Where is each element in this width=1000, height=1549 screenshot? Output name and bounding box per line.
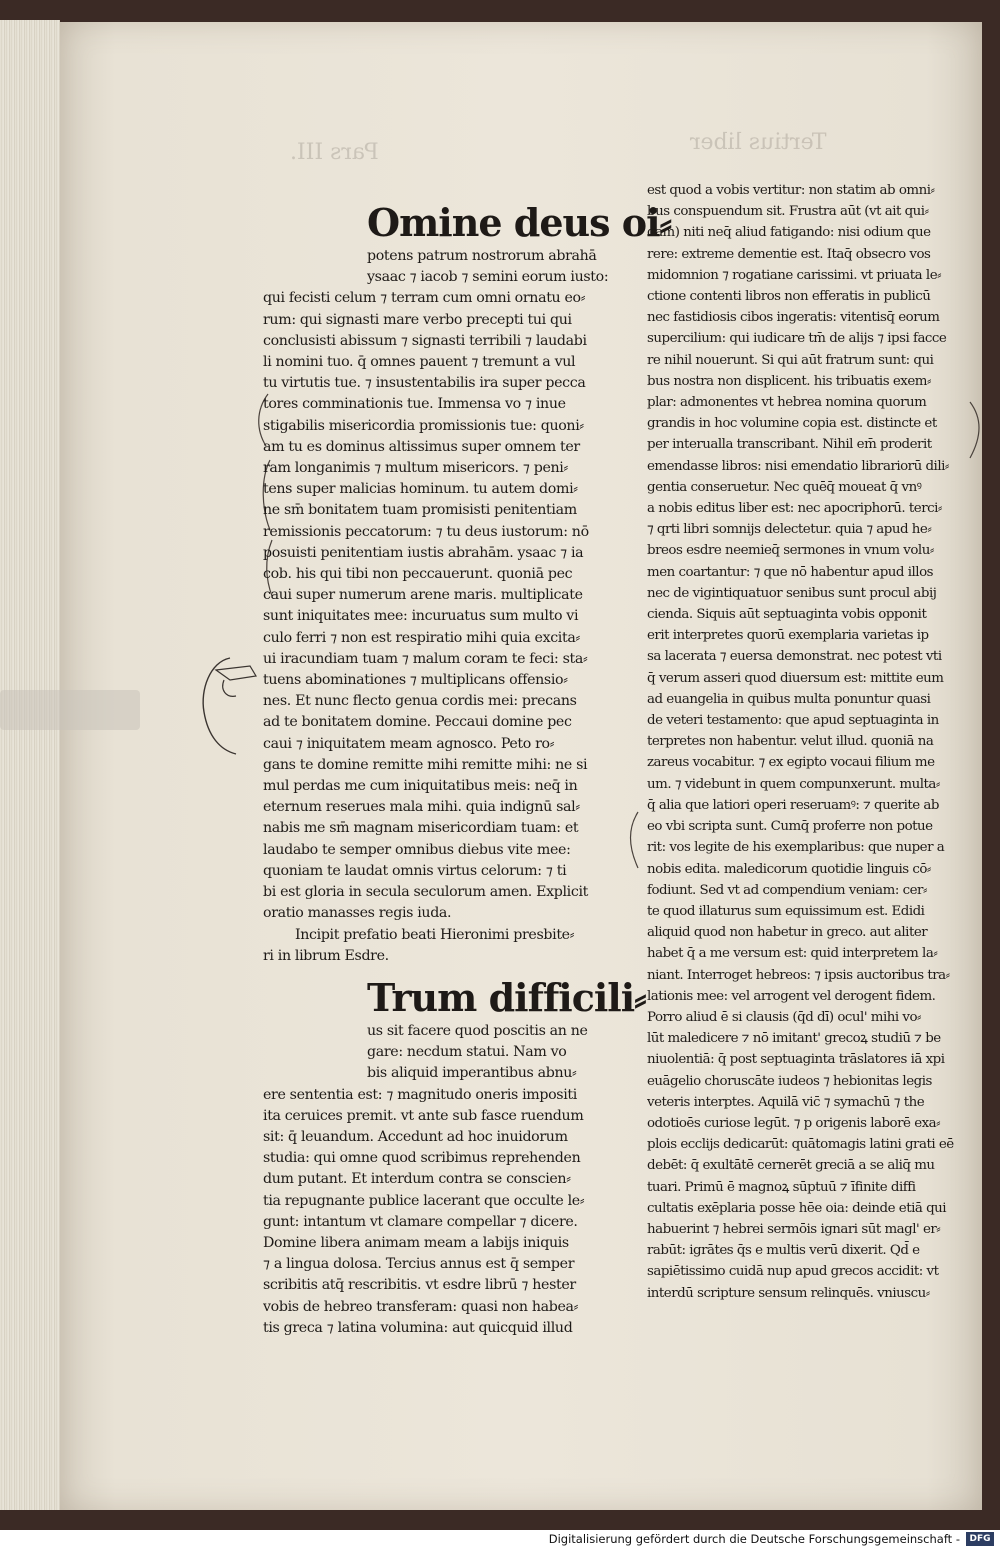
text-line: veteris interptes. Aquilā vic̄ ⁊ symachū ⁊ the [647,1094,925,1110]
text-line: supercilium: qui iudicare tm̄ de alijs ⁊ ipsi facce [647,331,947,347]
text-line: q̄ alia que latiori operi reseruamꝰ: ⁊ querite ab [647,797,939,813]
text-line: sit: q̄ leuandum. Accedunt ad hoc inuidorum [263,1128,568,1145]
text-line: mul perdas me cum iniquitatibus meis: neq̄ in [263,778,578,795]
text-line: cienda. Siquis aūt septuaginta vobis opponit [647,607,927,623]
text-line: conclusisti abissum ⁊ signasti terribili ⁊ laudabi [263,332,587,349]
text-line: terpretes non habentur. velut illud. quoniā na [647,734,934,750]
text-line: Domine libera animam meam a labijs iniquis [263,1234,569,1251]
text-line: cultatis exēplaria posse hēe oia: deinde etiā qui [647,1200,947,1216]
bracket-mark-right [964,400,988,460]
text-line: ere sententia est: ⁊ magnitudo oneris impositi [263,1086,577,1103]
header-bleed-left: Pars III. [290,140,379,165]
left-lines-2 [263,1021,625,1339]
text-line: bi est gloria in secula seculorum amen. Explicit [263,884,589,901]
text-line: tores comminationis tue. Immensa vo ⁊ inue [263,396,566,413]
header-bleed-right: Tertius liber [690,130,827,155]
text-line: nec de vigintiquatuor senibus sunt procul abij [647,585,937,601]
text-line: odotioēs curiose legūt. ⁊ p origenis laborē exa⸗ [647,1115,941,1131]
text-line: per interualla transcribant. Nihil em̄ proderit [647,437,932,453]
text-line: ui iracundiam tuam ⁊ malum coram te feci: sta⸗ [263,650,588,667]
text-line: qui fecisti celum ⁊ terram cum omni ornatu eo⸗ [263,290,586,307]
text-line: plois ecclijs dedicarūt: quātomagis latini grati eē [647,1137,954,1153]
text-line: nobis edita. maledicorum quotidie linguis cō⸗ [647,861,931,877]
text-line: interdū scripture sensum relinquēs. vniuscu⸗ [647,1285,930,1301]
text-line: tia repugnante publice lacerant que occulte le⸗ [263,1192,585,1209]
text-line: ram longanimis ⁊ multum misericors. ⁊ peni⸗ [263,460,568,477]
text-line: am tu es dominus altissimus super omnem ter [263,438,580,455]
text-line: euāgelio choruscāte iudeos ⁊ hebionitas legis [647,1073,932,1089]
text-line: caui ⁊ iniquitatem meam agnosco. Peto ro⸗ [263,735,555,752]
text-line: scribitis atq̄ rescribitis. vt esdre librū ⁊ hester [263,1277,576,1294]
bracket-mark-center [624,810,644,870]
dfg-logo: DFG [966,1532,994,1546]
text-line: oratio manasses regis iuda. [263,905,452,922]
text-line: habuerint ⁊ hebrei sermōis ignari sūt magl' er⸗ [647,1221,941,1237]
page-edges [0,20,60,1510]
text-line: te quod illaturus sum equissimum est. Edidi [647,903,925,919]
text-line: ysaac ⁊ iacob ⁊ semini eorum iusto: [367,269,609,286]
text-line: ctione contenti libros non efferatis in publicū [647,289,931,305]
text-line: vobis de hebreo transferam: quasi non habea⸗ [263,1298,578,1315]
text-line: dam) niti neq̄ aliud fatigando: nisi odium que [647,225,931,241]
text-line: niant. Interroget hebreos: ⁊ ipsis auctoribus tra⸗ [647,967,950,983]
text-line: sapiētissimo cuidā nup apud grecos accidit: vt [647,1264,939,1280]
text-line: ad euangelia in quibus multa ponuntur quasi [647,691,931,707]
text-line: tis greca ⁊ latina volumina: aut quicquid illud [263,1319,573,1336]
text-line: lūt maledicere ⁊ nō imitant' grecoꝝ studiū ⁊ be [647,1031,941,1047]
text-line: debēt: q̄ exultātē cernerēt greciā a se aliq̄ mu [647,1158,935,1174]
text-line: cob. his qui tibi non peccauerunt. quoniā pec [263,566,573,583]
text-line: posuisti penitentiam iustis abrahām. ysaac ⁊ ia [263,544,584,561]
text-line: tens super malicias hominum. tu autem domi⸗ [263,481,578,498]
text-line: rit: vos legite de his exemplaribus: que nuper a [647,840,945,856]
text-line: rere: extreme dementie est. Itaq̄ obsecro vos [647,246,931,262]
text-line: nec fastidiosis cibos ingeratis: vitentisq̄ eorum [647,310,940,326]
text-line: emendasse libros: nisi emendatio librariorū dili⸗ [647,458,949,474]
text-line: studia: qui omne quod scribimus reprehenden [263,1150,581,1167]
text-line: caui super numerum arene maris. multiplicate [263,587,583,604]
text-line: eternum reserues mala mihi. quia indignū sal⸗ [263,799,580,816]
left-text-column [263,200,672,1339]
text-line: bis aliquid imperantibus abnu⸗ [367,1065,577,1082]
right-text-column [647,180,967,1304]
text-line: potens patrum nostrorum abrahā [367,248,597,264]
text-line: ita ceruices premit. vt ante sub fasce ruendum [263,1107,584,1124]
text-line: ⁊ qrti libri somnijs delectetur. quia ⁊ apud he⸗ [647,522,932,538]
text-line: sa lacerata ⁊ euersa demonstrat. nec potest vti [647,649,942,665]
text-line: men coartantur: ⁊ que nō habentur apud illos [647,564,934,580]
text-line: gans te domine remitte mihi remitte mihi: ne si [263,756,588,773]
text-line: sunt iniquitates mee: incuruatus sum multo vi [263,608,579,625]
initial-heading: Omine deus oi⸗ [367,200,672,245]
text-line: laudabo te semper omnibus diebus vite mee: [263,841,571,858]
text-line: ne sm̄ bonitatem tuam promisisti penitentiam [263,502,577,519]
text-line: fodiunt. Sed vt ad compendium veniam: cer⸗ [647,882,927,898]
text-line: eo vbi scripta sunt. Cumq̄ proferre non potue [647,819,933,835]
text-line: bus nostra non displicent. his tribuatis exem⸗ [647,373,931,389]
text-line: breos esdre neemieq̄ sermones in vnum volu⸗ [647,543,934,559]
text-line: rabūt: igrātes q̄s e multis verū dixerit. Qd̄ e [647,1243,920,1259]
text-line: dum putant. Et interdum contra se conscien⸗ [263,1171,571,1188]
text-line: habet q̄ a me versum est: quid interpretem la⸗ [647,946,938,962]
text-line: est quod a vobis vertitur: non statim ab omni⸗ [647,183,935,198]
initial-heading-2: Trum difficili⸗ [367,974,646,1020]
funding-credit: Digitalisierung gefördert durch die Deutsche Forschungsgemeinschaft - [548,1532,960,1546]
text-line: lationis mee: vel arrogent vel derogent fidem. [647,988,936,1004]
clip-shadow [0,690,140,730]
text-line: stigabilis misericordia promissionis tue: quoni⸗ [263,417,584,434]
text-line: midomnion ⁊ rogatiane carissimi. vt priuata le⸗ [647,267,942,283]
prefatio-title-line: ri in librum Esdre. [263,947,389,964]
text-line: tuens abominationes ⁊ multiplicans offensio⸗ [263,672,568,689]
text-line: a nobis editus liber est: nec apocriphorū. terci⸗ [647,501,942,517]
text-line: gare: necdum statui. Nam vo [367,1044,567,1061]
text-line: niuolentiā: q̄ post septuaginta trāslatores iā xpi [647,1052,945,1068]
text-line: remissionis peccatorum: ⁊ tu deus iustorum: nō [263,523,589,540]
text-line: erit interpretes quorū exemplaria varietas ip [647,628,929,644]
text-line: rum: qui signasti mare verbo precepti tui qui [263,311,572,328]
text-line: bus conspuendum sit. Frustra aūt (vt ait qui⸗ [647,204,929,220]
text-line: de veteri testamento: que apud septuaginta in [647,713,939,729]
text-line: quoniam te laudat omnis virtus celorum: ⁊ ti [263,862,567,879]
text-line: plar: admonentes vt hebrea nomina quorum [647,395,927,411]
text-line: culo ferri ⁊ non est respiratio mihi quia excita⸗ [263,629,580,646]
prefatio-title-line: Incipit prefatio beati Hieronimi presbite⸗ [295,926,575,943]
manicule-mark [190,650,270,760]
text-line: ⁊ a lingua dolosa. Tercius annus est q̄ semper [263,1256,575,1273]
text-line: tu virtutis tue. ⁊ insustentabilis ira super pecca [263,375,586,392]
text-line: q̄ verum asseri quod diuersum est: mittite eum [647,670,944,686]
text-line: nes. Et nunc flecto genua cordis mei: precans [263,693,577,710]
text-line: aliquid quod non habetur in greco. aut aliter [647,925,928,941]
text-line: grandis in hoc volumine copia est. distincte et [647,416,937,432]
text-line: ad te bonitatem domine. Peccaui domine pec [263,714,572,731]
text-line: nabis me sm̄ magnam misericordiam tuam: et [263,820,579,837]
text-line: um. ⁊ videbunt in quem compunxerunt. multa⸗ [647,776,940,792]
text-line: Porro aliud ē si clausis (q̄d dī) ocul' mihi vo⸗ [647,1009,922,1025]
text-line: zareus vocabitur. ⁊ ex egipto vocaui filium me [647,755,935,771]
text-line: tuari. Primū ē magnoꝝ sūptuū ⁊ īfinite diffi [647,1179,916,1195]
text-line: us sit facere quod poscitis an ne [367,1022,588,1039]
text-line: gentia conseruetur. Nec quēq̄ moueat q̄ vnꝰ [647,479,922,495]
text-line: re nihil nouerunt. Si qui aūt fratrum sunt: qui [647,352,934,368]
left-lines [263,246,625,967]
text-line: gunt: intantum vt clamare compellar ⁊ dicere. [263,1213,578,1230]
text-line: li nomini tuo. q̄ omnes pauent ⁊ tremunt a vul [263,354,576,371]
